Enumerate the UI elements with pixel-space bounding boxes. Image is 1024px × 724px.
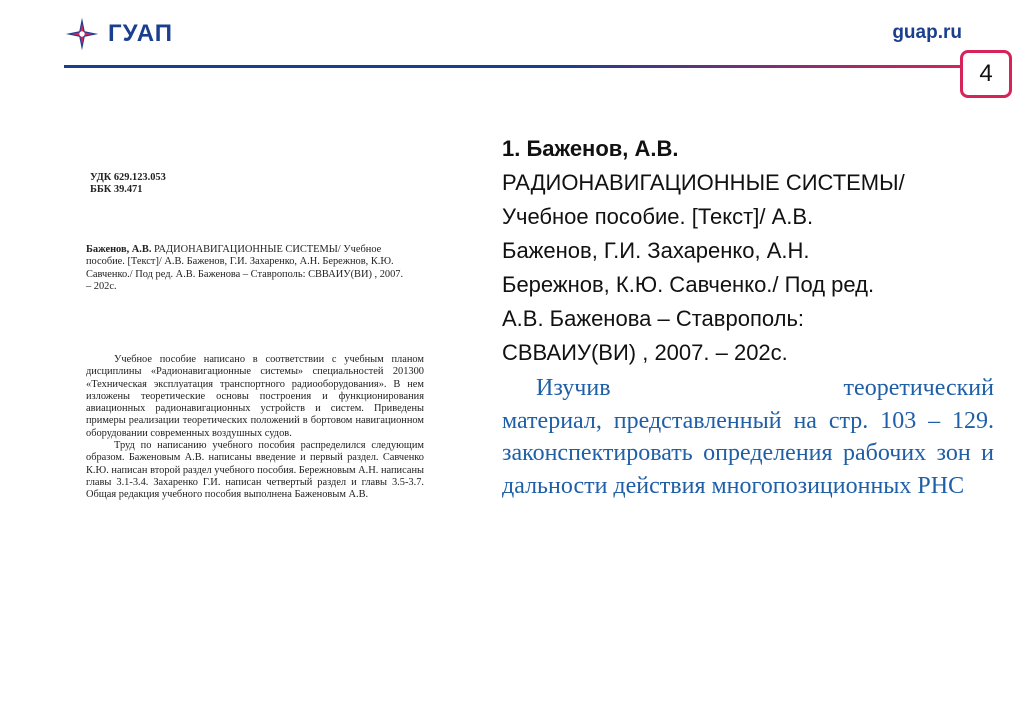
reference-block [502,132,982,370]
header [0,0,1024,80]
task-word-2: теоретический [843,375,994,401]
udk-code: УДК 629.123.053 [90,172,166,183]
logo-text: ГУАП [108,20,173,47]
reference-line-3: Баженов, Г.И. Захаренко, А.Н. [502,238,810,263]
scan-abstract-p1: Учебное пособие написано в соответствии с учебным планом дисциплины «Радионавигационные системы» специальностей 201300 «Техническая эксплуатация транспортного радиооборудования». В нем изложены теоретические основы построения и функционирования авиационных радионавигационных устройств и систем. Приведены примеры реализации теоретических положений в бортовом навигационном оборудовании современных воздушных судов. [86,354,424,439]
scan-abstract [86,354,424,502]
scan-bib-rest: РАДИОНАВИГАЦИОННЫЕ СИСТЕМЫ/ Учебное пособие. [Текст]/ А.В. Баженов, Г.И. Захаренко, А.Н. Бережнов, К.Ю. Савченко./ Под ред. А.В. Баженова – Ставрополь: СВВАИУ(ВИ) , 2007. – 202с. [86,244,404,292]
task-first-line [502,372,994,405]
reference-line-2: Учебное пособие. [Текст]/ А.В. [502,204,814,229]
task-instructions [502,372,994,502]
guap-logo[interactable] [64,16,173,52]
scanned-title-page [84,172,440,552]
reference-line-5: А.В. Баженова – Ставрополь: [502,306,805,331]
guap-star-icon [64,16,100,52]
header-divider [64,65,964,68]
reference-line-4: Бережнов, К.Ю. Савченко./ Под ред. [502,272,875,297]
reference-line-6: СВВАИУ(ВИ) , 2007. – 202с. [502,340,788,365]
site-link[interactable]: guap.ru [892,22,962,43]
scan-bib-author: Баженов, А.В. [86,244,152,255]
task-word-1: Изучив [536,375,611,401]
page-number-badge: 4 [960,50,1012,98]
reference-line-1: РАДИОНАВИГАЦИОННЫЕ СИСТЕМЫ/ [502,170,905,195]
reference-heading: 1. Баженов, А.В. [502,136,679,161]
scan-abstract-p2: Труд по написанию учебного пособия распределился следующим образом. Баженовым А.В. написаны введение и первый раздел. Савченко К.Ю. написан второй раздел учебного пособия. Бережновым А.Н. написаны главы 3.1-3.4. Захаренко Г.И. написан четвертый раздел и главы 3.5-3.7. Общая редакция учебного пособия выполнена Баженовым А.В. [86,440,425,501]
bbk-code: ББК 39.471 [90,184,143,196]
task-text: материал, представленный на стр. 103 – 129. законспектировать определения рабочих зон и дальности действия многопозиционных РНС [502,407,994,499]
scan-bibliography [86,244,406,293]
